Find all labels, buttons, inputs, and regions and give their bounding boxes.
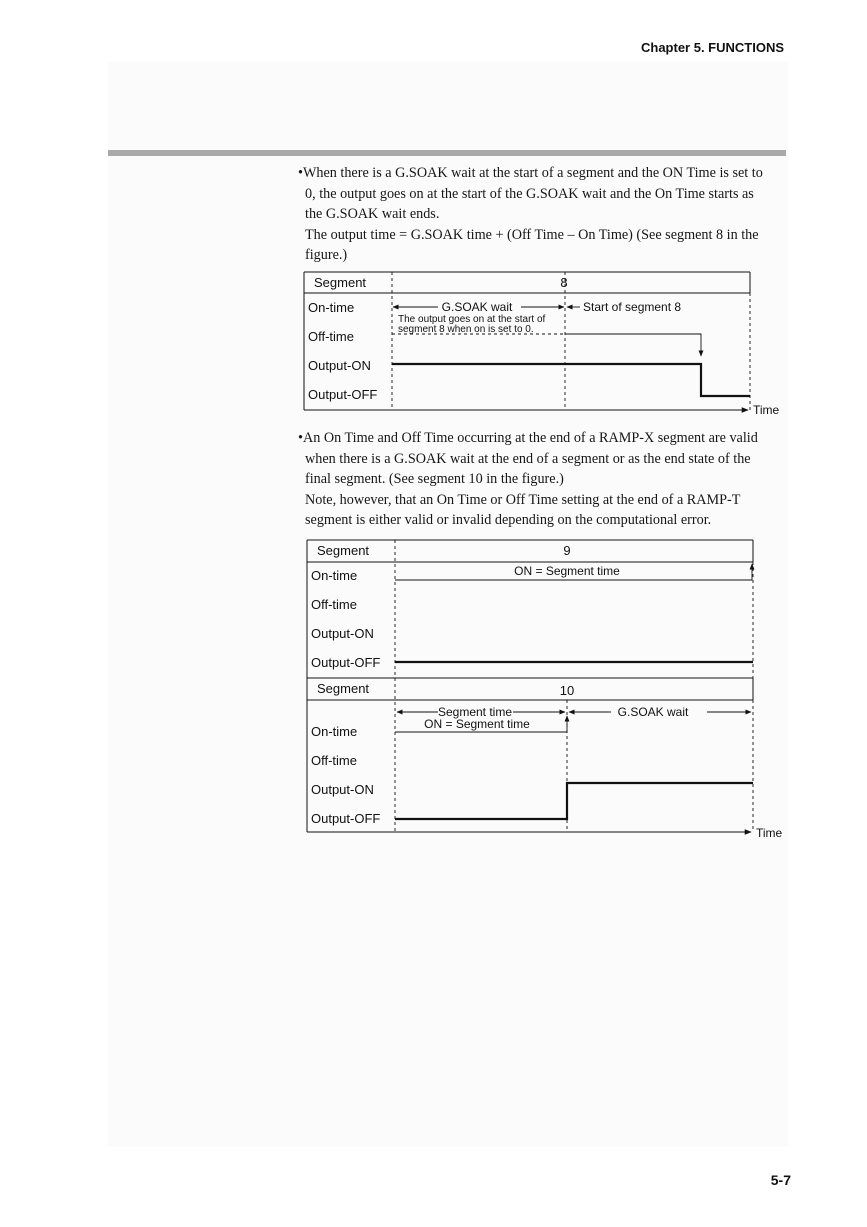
- d1-gsoak-label: G.SOAK wait: [441, 300, 513, 314]
- d2-seg9-on-label: ON = Segment time: [514, 564, 620, 578]
- paragraph2-line4: Note, however, that an On Time or Off Time setting at the end of a RAMP-T: [305, 491, 741, 508]
- paragraph2-line2: when there is a G.SOAK wait at the end of a segment or as the end state of the: [305, 450, 751, 467]
- d2-seg10-on-label: ON = Segment time: [424, 717, 530, 731]
- d2-top-label-on-time: On-time: [311, 568, 358, 583]
- d2-bottom-label-off-time: Off-time: [311, 753, 357, 768]
- d1-note-line1: The output goes on at the start of: [398, 314, 546, 325]
- d2-top-label-segment: Segment: [317, 543, 370, 558]
- d1-output-signal: [392, 364, 750, 396]
- paragraph2-line1: •An On Time and Off Time occurring at the end of a RAMP-X segment are valid: [298, 430, 758, 446]
- timing-diagram-segments-9-10: [0, 535, 867, 845]
- d1-start-label: Start of segment 8: [583, 300, 682, 314]
- page-number: 5-7: [770, 1172, 791, 1188]
- timing-diagram-segment-8: [0, 265, 867, 425]
- d1-note-line2: segment 8 when on is set to 0.: [398, 324, 534, 335]
- d2-segment-10: 10: [559, 683, 575, 698]
- d2-seg10-output-signal: [395, 783, 753, 819]
- d1-segment-number: 8: [560, 275, 568, 290]
- d1-label-off-time: Off-time: [308, 329, 354, 344]
- d2-top-label-off-time: Off-time: [311, 597, 357, 612]
- d2-time-label: Time: [756, 826, 783, 840]
- section-rule: [108, 150, 786, 156]
- d2-bottom-label-on-time: On-time: [311, 724, 358, 739]
- d1-time-label: Time: [753, 403, 780, 417]
- paragraph-ramp-x: [298, 428, 788, 531]
- d2-gsoak-label: G.SOAK wait: [617, 705, 689, 719]
- d2-bottom-label-segment: Segment: [317, 681, 370, 696]
- chapter-header: Chapter 5. FUNCTIONS: [640, 40, 784, 55]
- paragraph2-line3: final segment. (See segment 10 in the figure.): [305, 471, 564, 488]
- d2-top-label-output-on: Output-ON: [311, 626, 374, 641]
- d1-label-on-time: On-time: [308, 300, 355, 315]
- paragraph1-line2: 0, the output goes on at the start of the G.SOAK wait and the On Time starts as: [305, 185, 754, 202]
- paragraph1-line3: the G.SOAK wait ends.: [305, 206, 440, 223]
- paragraph-gsoak-start: [298, 163, 788, 266]
- d1-label-segment: Segment: [314, 275, 367, 290]
- d1-label-output-off: Output-OFF: [308, 387, 378, 402]
- d2-bottom-label-output-on: Output-ON: [311, 782, 374, 797]
- paragraph1-line5: figure.): [305, 247, 348, 264]
- paragraph2-line5: segment is either valid or invalid depending on the computational error.: [305, 512, 712, 529]
- d2-bottom-label-output-off: Output-OFF: [311, 811, 381, 826]
- paragraph1-line1: •When there is a G.SOAK wait at the start of a segment and the ON Time is set to: [298, 165, 763, 181]
- d2-top-label-output-off: Output-OFF: [311, 655, 381, 670]
- d2-segment-time-label: Segment time: [437, 705, 513, 719]
- d1-label-output-on: Output-ON: [308, 358, 371, 373]
- paragraph1-line4: The output time = G.SOAK time + (Off Time – On Time) (See segment 8 in the: [305, 226, 759, 243]
- d2-segment-9: 9: [563, 543, 571, 558]
